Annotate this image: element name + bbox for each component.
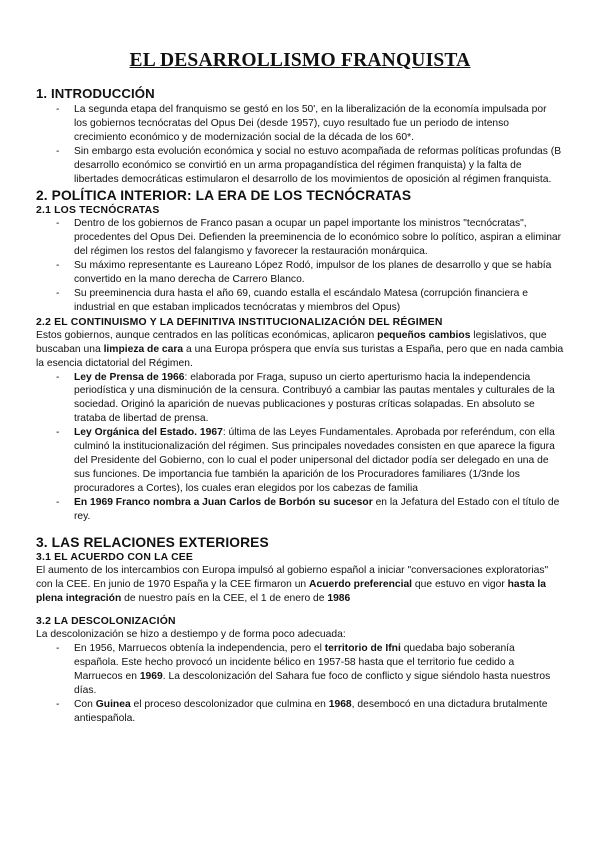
text-bold: 1986 xyxy=(327,593,351,605)
text-bold: limpieza de cara xyxy=(103,343,184,355)
text-run: en la Jefatura del Estado con el título de rey. xyxy=(74,496,560,522)
subsection-3-2-intro: La descolonización se hizo a destiempo y de forma poco adecuada: xyxy=(36,629,346,641)
list-item xyxy=(62,496,562,524)
subsection-2-2-intro xyxy=(36,329,564,371)
text-bold: Guinea xyxy=(95,698,131,710)
document-title: EL DESARROLLISMO FRANQUISTA xyxy=(129,50,471,71)
section-3-heading: 3. LAS RELACIONES EXTERIORES xyxy=(36,535,269,551)
subsection-2-1-list xyxy=(36,217,564,314)
text-run: : última de las Leyes Fundamentales. Aprobada por referéndum, con ella culminó la institucionalización del régimen. Sus principales novedades consisten en que aparece la figura del Presidente del Gobierno, con lo cual el poder unipersonal del dictador podía ser delegado en una de sus funciones. De importancia fue también la aparición de los Procuradores familiares (1/3nde los procuradores a Cortes), los cuales eran elegidos por los cabezas de familia xyxy=(74,427,555,494)
section-1-list xyxy=(36,103,564,186)
text-bold: 1969 xyxy=(139,670,163,682)
text-bold: Ley Orgánica del Estado. 1967 xyxy=(74,427,223,439)
text-run: El aumento de los intercambios con Europa impulsó al gobierno español a iniciar "conversaciones exploratorias" con la CEE. En junio de 1970 España y la CEE firmaron un xyxy=(36,565,549,591)
spacer xyxy=(36,525,564,535)
text-run: que estuvo en vigor xyxy=(412,579,508,591)
section-1-heading: 1. INTRODUCCIÓN xyxy=(36,86,155,101)
list-item: - Dentro de los gobiernos de Franco pasan a ocupar un papel importante los ministros "tecnócratas", procedentes del Opus Dei. Defienden la preeminencia de lo económico sobre lo político, aspiran a eliminar del régimen los restos del falangismo y favorecer la restauración monárquica. xyxy=(62,217,562,259)
list-item xyxy=(62,698,562,726)
list-item: - Su preeminencia dura hasta el año 69, cuando estalla el escándalo Matesa (corrupción financiera e industrial en que estaban implicados tecnócratas y miembros del Opus) xyxy=(62,287,562,315)
text-run: Estos gobiernos, aunque centrados en las políticas económicas, aplicaron xyxy=(36,329,378,341)
section-2-heading: 2. POLÍTICA INTERIOR: LA ERA DE LOS TECNÓCRATAS xyxy=(36,188,412,204)
list-item xyxy=(62,371,562,427)
text-run: . La descolonización del Sahara fue foco de conflicto y sigue siéndolo hasta nuestros días. xyxy=(74,670,551,696)
text-bold: pequeños cambios xyxy=(377,329,471,341)
list-item: - Su máximo representante es Laureano López Rodó, impulsor de los planes de desarrollo y que se había convertido en la mano derecha de Carrero Blanco. xyxy=(62,259,562,287)
text-run: legislativos, que buscaban una xyxy=(36,329,547,355)
list-item: - La segunda etapa del franquismo se gestó en los 50', en la liberalización de la economía impulsada por los gobiernos tecnócratas del Opus Dei (desde 1957), cuyo resultado fue un periodo de intenso crecimiento económico y de modernización social de la década de los 60*. xyxy=(62,103,562,145)
list-item xyxy=(62,426,562,496)
text-run: , desembocó en una dictadura brutalmente antiespañola. xyxy=(74,698,548,724)
text-bold: Ley de Prensa de 1966 xyxy=(74,371,185,383)
subsection-3-1-heading: 3.1 EL ACUERDO CON LA CEE xyxy=(36,552,194,564)
list-item xyxy=(62,642,562,698)
subsection-3-2-list xyxy=(36,642,564,725)
text-run: quedaba bajo soberanía española. Este hecho provocó un incidente bélico en 1957-58 hasta que el territorio fue cedido a Marruecos en xyxy=(74,643,515,682)
text-bold: En 1969 Franco nombra a Juan Carlos de Borbón su sucesor xyxy=(74,496,373,508)
subsection-2-1-heading: 2.1 LOS TECNÓCRATAS xyxy=(36,205,160,217)
spacer xyxy=(36,606,564,616)
subsection-2-2-list xyxy=(36,371,564,524)
list-item: - Sin embargo esta evolución económica y social no estuvo acompañada de reformas políticas profundas (B desarrollo económico se convirtió en un arma propagandística del régimen franquista) y la falta de libertades democráticas estimularon el desarrollo de los movimientos de oposición al régimen franquista. xyxy=(62,145,562,187)
text-bold: territorio de Ifni xyxy=(324,643,401,655)
subsection-2-2-heading: 2.2 EL CONTINUISMO Y LA DEFINITIVA INSTITUCIONALIZACIÓN DEL RÉGIMEN xyxy=(36,316,443,328)
text-run: : elaborada por Fraga, supuso un cierto aperturismo hacia la independencia periodística y una disminución de la censura. Contribuyó a cambiar las pautas mentales y culturales de la sociedad. Originó la aparición de nuevas publicaciones y posturas críticas solapadas. En absoluto se trataba de libertad de prensa. xyxy=(74,371,555,425)
text-run: a una Europa próspera que envía sus turistas a España, pero que en nada cambia la esencia dictatorial del Régimen. xyxy=(36,343,564,369)
text-bold: Acuerdo preferencial xyxy=(309,579,413,591)
text-bold: hasta la plena integración xyxy=(36,579,546,605)
text-run: el proceso descolonizador que culmina en xyxy=(130,698,329,710)
subsection-3-2-heading: 3.2 LA DESCOLONIZACIÓN xyxy=(36,616,176,628)
text-run: Con xyxy=(74,698,96,710)
text-bold: 1968 xyxy=(328,698,352,710)
text-run: En 1956, Marruecos obtenía la independencia, pero el xyxy=(74,643,325,655)
text-run: de nuestro país en la CEE, el 1 de enero de xyxy=(121,593,328,605)
subsection-3-1-paragraph xyxy=(36,564,564,606)
